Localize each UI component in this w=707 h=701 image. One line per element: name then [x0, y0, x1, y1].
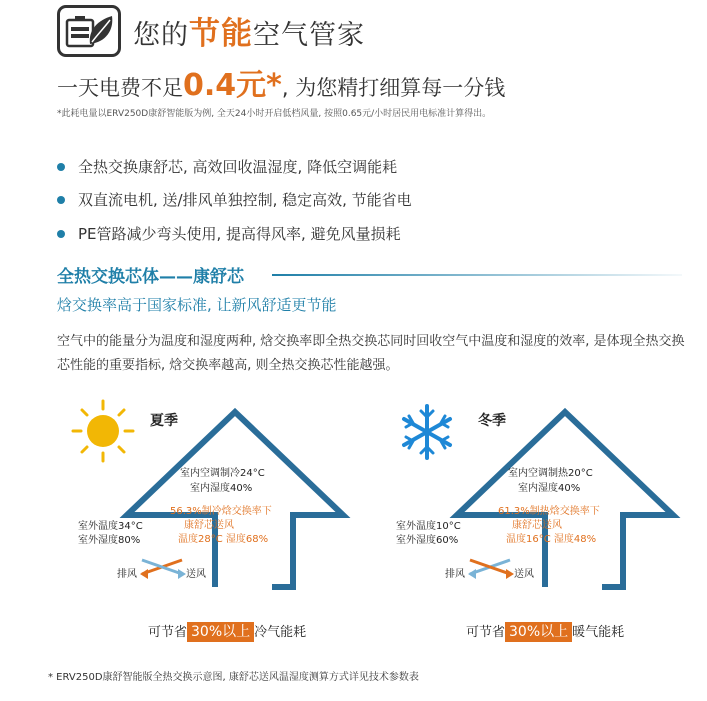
summer-indoor-humidity: 室内湿度40%: [190, 483, 253, 494]
bullet-item: PE管路减少弯头使用, 提高得风率, 避免风量损耗: [57, 223, 401, 244]
battery-leaf-icon: [57, 5, 121, 57]
summer-exhaust-label: 排风: [117, 569, 137, 580]
summer-savings-value: 30%以上: [187, 622, 254, 642]
bullet-item: 全热交换康舒芯, 高效回收温湿度, 降低空调能耗: [57, 156, 397, 177]
winter-indoor-temp: 室内空调制热20°C: [508, 468, 593, 479]
price-headline: 一天电费不足0.4元*, 为您精打细算每一分钱: [57, 68, 506, 103]
section-paragraph: 空气中的能量分为温度和湿度两种, 焓交换率即全热交换芯同时回收空气中温度和湿度的效率, 是体现全热交换芯性能的重要指标, 焓交换率越高, 则全热交换芯性能越强。: [57, 334, 685, 373]
winter-indoor-humidity: 室内湿度40%: [518, 483, 581, 494]
winter-savings-value: 30%以上: [505, 622, 572, 642]
summer-supply-arrow-label: 送风: [186, 569, 206, 580]
section-subheading: 焓交换率高于国家标准, 让新风舒适更节能: [57, 296, 337, 314]
diagram-footnote: * ERV250D康舒智能版全热交换示意图, 康舒芯送风温湿度测算方式详见技术参数表: [48, 672, 419, 683]
bullet-dot-icon: [57, 230, 65, 238]
winter-supply-arrow-label: 送风: [514, 569, 534, 580]
winter-outdoor-humidity: 室外湿度60%: [396, 535, 459, 546]
summer-savings: 可节省 30%以上 冷气能耗: [148, 624, 307, 640]
winter-exhaust-label: 排风: [445, 569, 465, 580]
winter-outdoor-temp: 室外温度10°C: [396, 521, 461, 532]
winter-supply-label: 康舒芯送风: [512, 520, 562, 531]
winter-savings: 可节省 30%以上 暖气能耗: [466, 624, 625, 640]
summer-supply-label: 康舒芯送风: [184, 520, 234, 531]
summer-outdoor-humidity: 室外湿度80%: [78, 535, 141, 546]
price-footnote: *此耗电量以ERV250D康舒智能版为例, 全天24小时开启低档风量, 按照0.65元/小时居民用电标准计算得出。: [57, 109, 492, 119]
bullet-item: 双直流电机, 送/排风单独控制, 稳定高效, 节能省电: [57, 189, 412, 210]
summer-outdoor-temp: 室外温度34°C: [78, 521, 143, 532]
airflow-exchange-icon: [138, 556, 188, 580]
section-divider: [272, 274, 682, 276]
winter-efficiency: 61.3%制热焓交换率下: [498, 506, 600, 517]
page-title: 您的节能空气管家: [133, 16, 365, 52]
summer-indoor-temp: 室内空调制冷24°C: [180, 468, 265, 479]
season-label-summer: 夏季: [150, 413, 178, 429]
winter-supply-values: 温度16°C 湿度48%: [506, 534, 597, 545]
summer-efficiency: 56.3%制冷焓交换率下: [170, 506, 272, 517]
bullet-dot-icon: [57, 196, 65, 204]
summer-supply-values: 温度28°C 湿度68%: [178, 534, 269, 545]
airflow-exchange-icon: [466, 556, 516, 580]
section-title: 全热交换芯体——康舒芯: [57, 267, 244, 287]
season-label-winter: 冬季: [478, 413, 506, 429]
bullet-dot-icon: [57, 163, 65, 171]
